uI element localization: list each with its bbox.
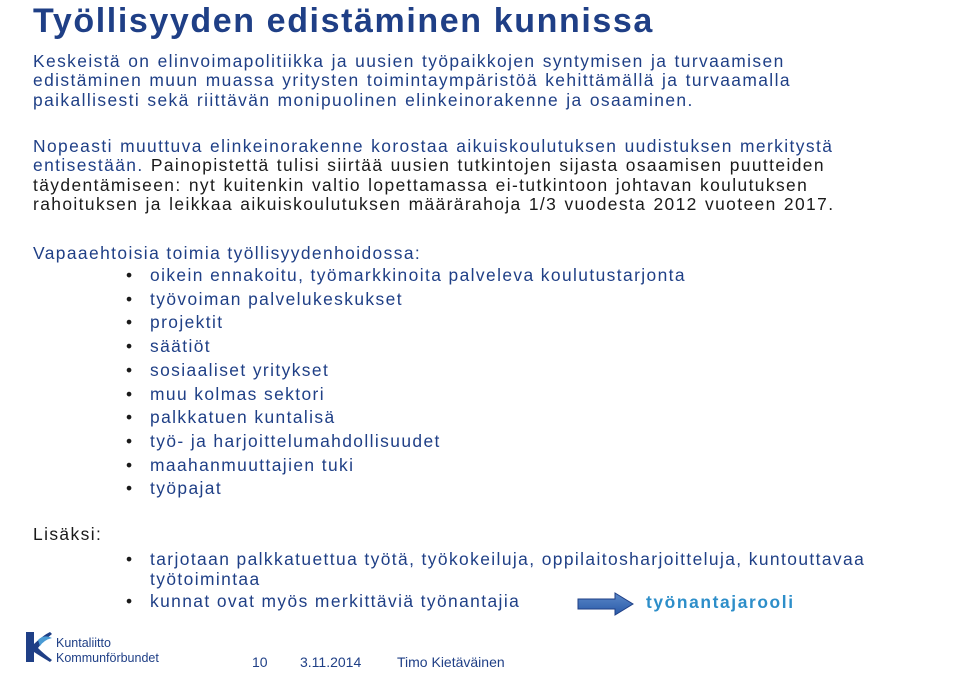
- list-item: • säätiöt: [126, 335, 686, 359]
- list-item: • projektit: [126, 311, 686, 335]
- education-line: rahoituksen ja leikkaa aikuiskoulutuksen määrärahoja 1/3 vuodesta 2012 vuoteen 2017.: [33, 193, 835, 214]
- list-item: • työvoiman palvelukeskukset: [126, 288, 686, 312]
- list-item: • muu kolmas sektori: [126, 383, 686, 407]
- education-line-mixed: [33, 156, 958, 175]
- list-item: • maahanmuuttajien tuki: [126, 454, 686, 478]
- education-line: Nopeasti muuttuva elinkeinorakenne korostaa aikuiskoulutuksen uudistuksen merkitystä: [33, 136, 834, 156]
- employer-role-label: työnantajarooli: [646, 592, 795, 612]
- additional-line: työtoimintaa: [150, 568, 261, 589]
- list-item: • työpajat: [126, 477, 686, 501]
- bullet-icon: •: [126, 549, 134, 569]
- intro-line: paikallisesti sekä riittävän monipuolinen elinkeinorakenne ja osaaminen.: [33, 89, 694, 110]
- footer-author: Timo Kietäväinen: [397, 654, 505, 670]
- slide-title: Työllisyyden edistäminen kunnissa: [33, 2, 654, 40]
- additional-item-wage-subsidy: [126, 550, 865, 589]
- list-item: • sosiaaliset yritykset: [126, 359, 686, 383]
- kuntaliitto-logo-icon: [24, 630, 54, 664]
- education-emphasis: Painopistettä tulisi siirtää uusien tutkintojen sijasta osaamisen puutteiden: [143, 155, 825, 176]
- voluntary-list: [126, 264, 686, 501]
- list-item: • oikein ennakoitu, työmarkkinoita palveleva koulutustarjonta: [126, 264, 686, 288]
- additional-label: Lisäksi:: [33, 524, 103, 544]
- additional-line: tarjotaan palkkatuettua työtä, työkokeiluja, oppilaitosharjoitteluja, kuntouttavaa: [150, 549, 866, 569]
- logo-wordmark: [56, 636, 159, 666]
- logo-line: Kuntaliitto: [56, 636, 111, 650]
- education-line: täydentämiseen: nyt kuitenkin valtio lopettamassa ei-tutkintoon johtavan koulutuksen: [33, 174, 809, 195]
- list-item: • työ- ja harjoittelumahdollisuudet: [126, 430, 686, 454]
- intro-line: edistäminen muun muassa yritysten toimintaympäristöä kehittämällä ja turvaamalla: [33, 70, 791, 91]
- page-number: 10: [252, 654, 268, 670]
- list-item: • palkkatuen kuntalisä: [126, 406, 686, 430]
- bullet-icon: •: [126, 591, 134, 611]
- footer-date: 3.11.2014: [300, 654, 362, 670]
- intro-line: Keskeistä on elinvoimapolitiikka ja uusien työpaikkojen syntymisen ja turvaamisen: [33, 51, 785, 71]
- logo-line: Kommunförbundet: [56, 651, 159, 665]
- additional-item-employers: [126, 592, 520, 612]
- right-arrow-icon: [577, 592, 635, 616]
- education-paragraph: [33, 137, 958, 214]
- voluntary-heading: Vapaaehtoisia toimia työllisyydenhoidossa:: [33, 243, 422, 263]
- education-lead: entisestään.: [33, 155, 144, 176]
- additional-line: kunnat ovat myös merkittäviä työnantajia: [150, 591, 521, 611]
- intro-paragraph: [33, 52, 958, 110]
